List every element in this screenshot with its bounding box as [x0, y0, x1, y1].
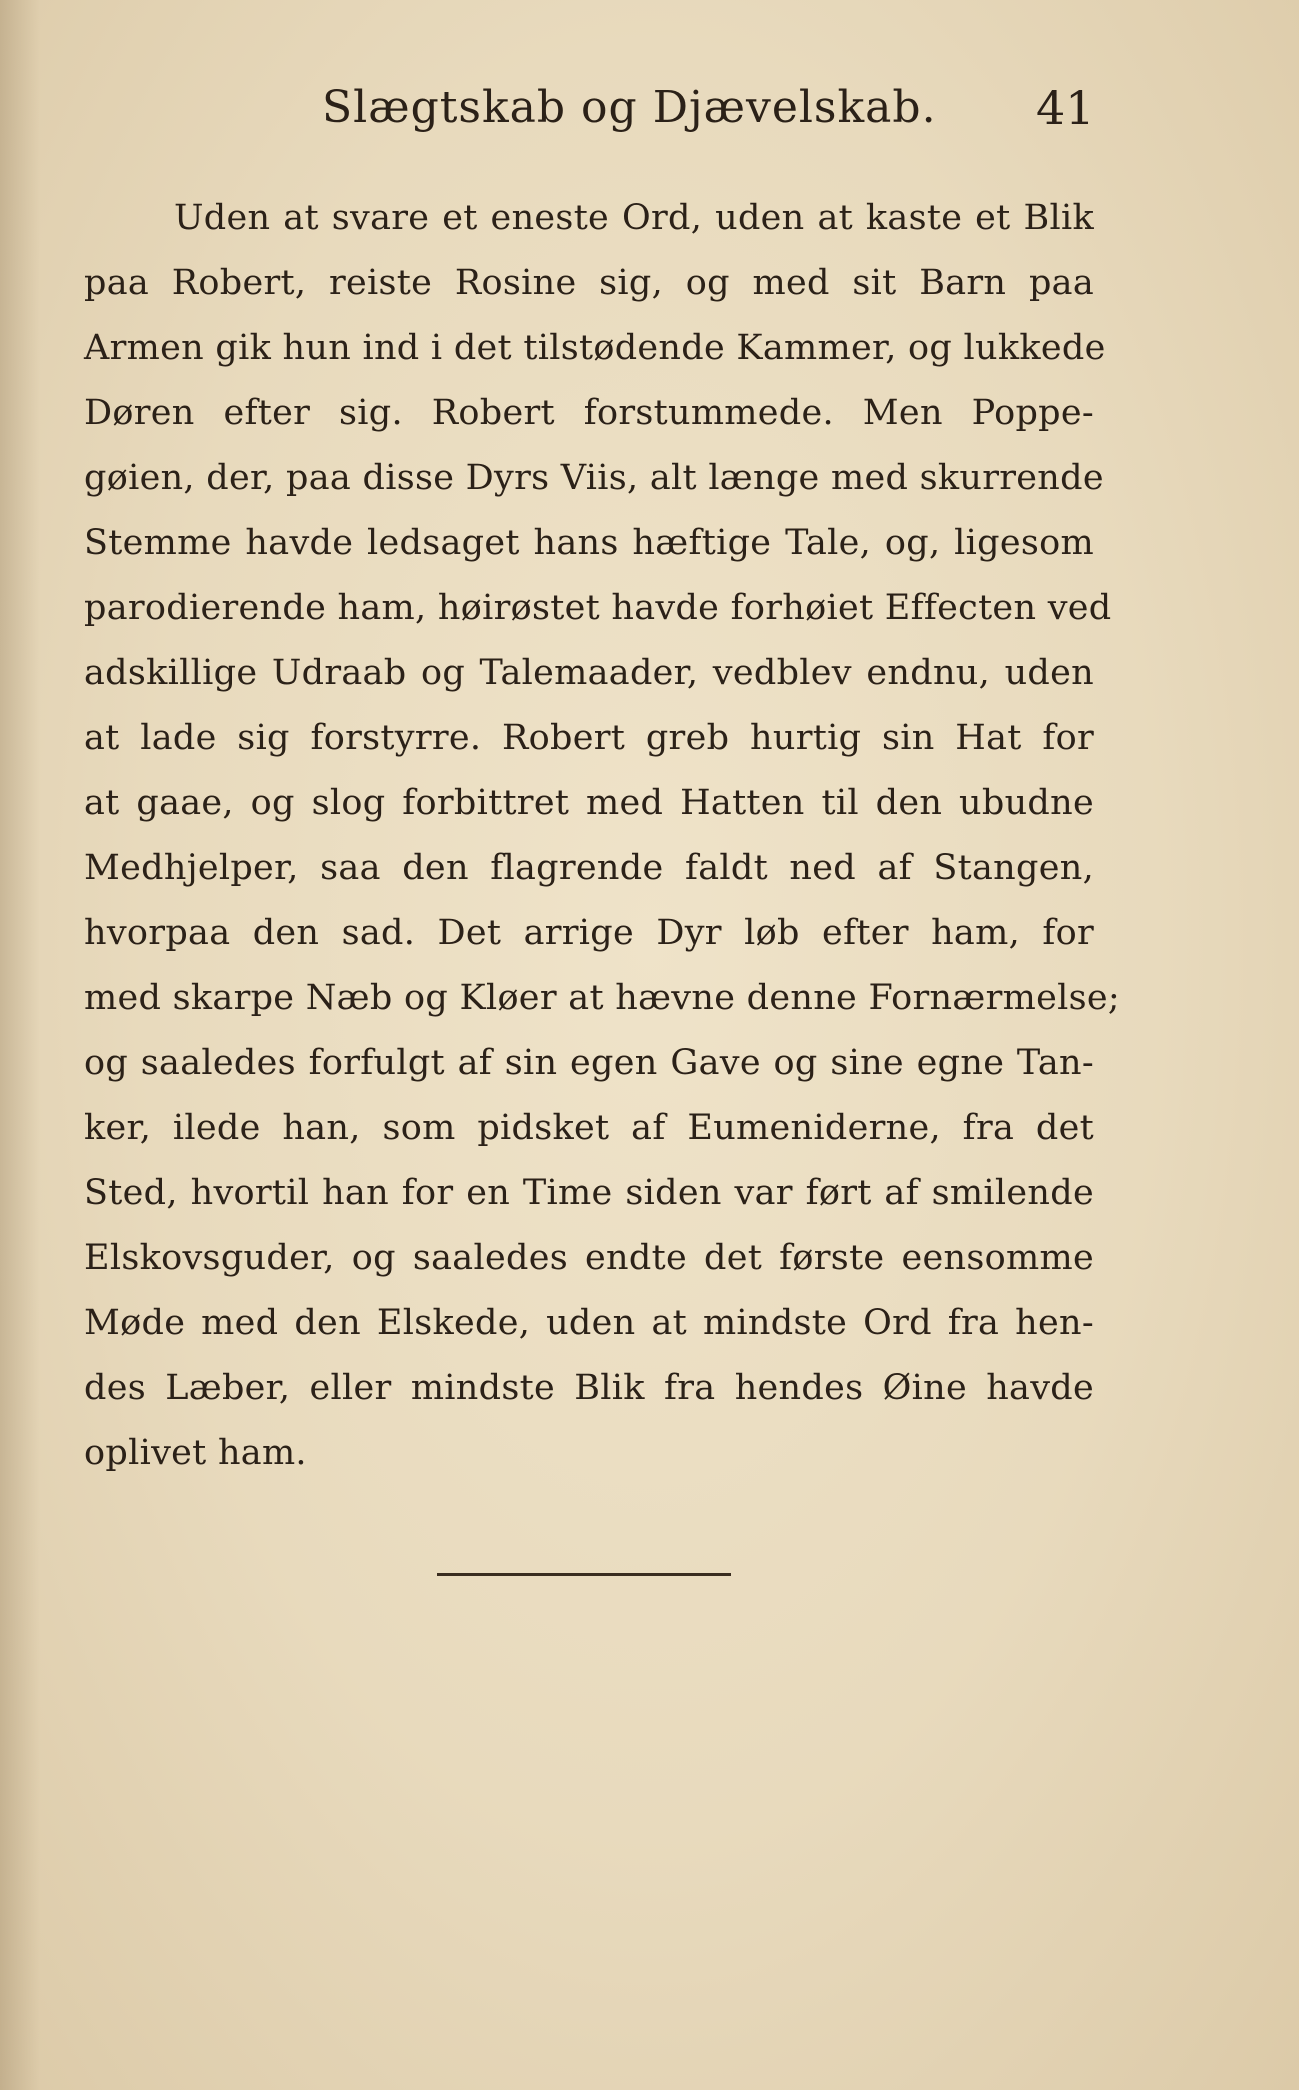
text-line: Sted, hvortil han for en Time siden var ført af smilende [84, 1173, 1094, 1213]
text-line: gøien, der, paa disse Dyrs Viis, alt længe med skurrende [84, 458, 1104, 498]
text-line: med skarpe Næb og Kløer at hævne denne Fornærmelse; [84, 978, 1120, 1018]
text-line: adskillige Udraab og Talemaader, vedblev endnu, uden [84, 653, 1094, 693]
text-line: des Læber, eller mindste Blik fra hendes Øine havde [84, 1368, 1094, 1408]
running-title: Slægtskab og Djævelskab. [322, 82, 937, 133]
text-line: parodierende ham, høirøstet havde forhøiet Effecten ved [84, 588, 1112, 628]
body-text [84, 186, 1120, 1486]
text-line: Uden at svare et eneste Ord, uden at kaste et Blik [174, 198, 1094, 238]
text-line: Armen gik hun ind i det tilstødende Kammer, og lukkede [84, 328, 1106, 368]
text-line: hvorpaa den sad. Det arrige Dyr løb efter ham, for [84, 913, 1094, 953]
text-line: Møde med den Elskede, uden at mindste Ord fra hen- [84, 1303, 1094, 1343]
text-line: Medhjelper, saa den flagrende faldt ned af Stangen, [84, 848, 1094, 888]
text-line: Elskovsguder, og saaledes endte det første eensomme [84, 1238, 1094, 1278]
text-line: paa Robert, reiste Rosine sig, og med sit Barn paa [84, 263, 1094, 303]
text-line: Stemme havde ledsaget hans hæftige Tale, og, ligesom [84, 523, 1094, 563]
text-line: Døren efter sig. Robert forstummede. Men Poppe- [84, 393, 1094, 433]
text-line: og saaledes forfulgt af sin egen Gave og sine egne Tan- [84, 1043, 1094, 1083]
text-line: oplivet ham. [84, 1433, 307, 1473]
running-head [0, 78, 1299, 148]
section-separator [437, 1573, 731, 1576]
text-line: at gaae, og slog forbittret med Hatten til den ubudne [84, 783, 1094, 823]
page-number: 41 [1036, 81, 1095, 135]
text-line: at lade sig forstyrre. Robert greb hurtig sin Hat for [84, 718, 1094, 758]
text-line: ker, ilede han, som pidsket af Eumeniderne, fra det [84, 1108, 1094, 1148]
